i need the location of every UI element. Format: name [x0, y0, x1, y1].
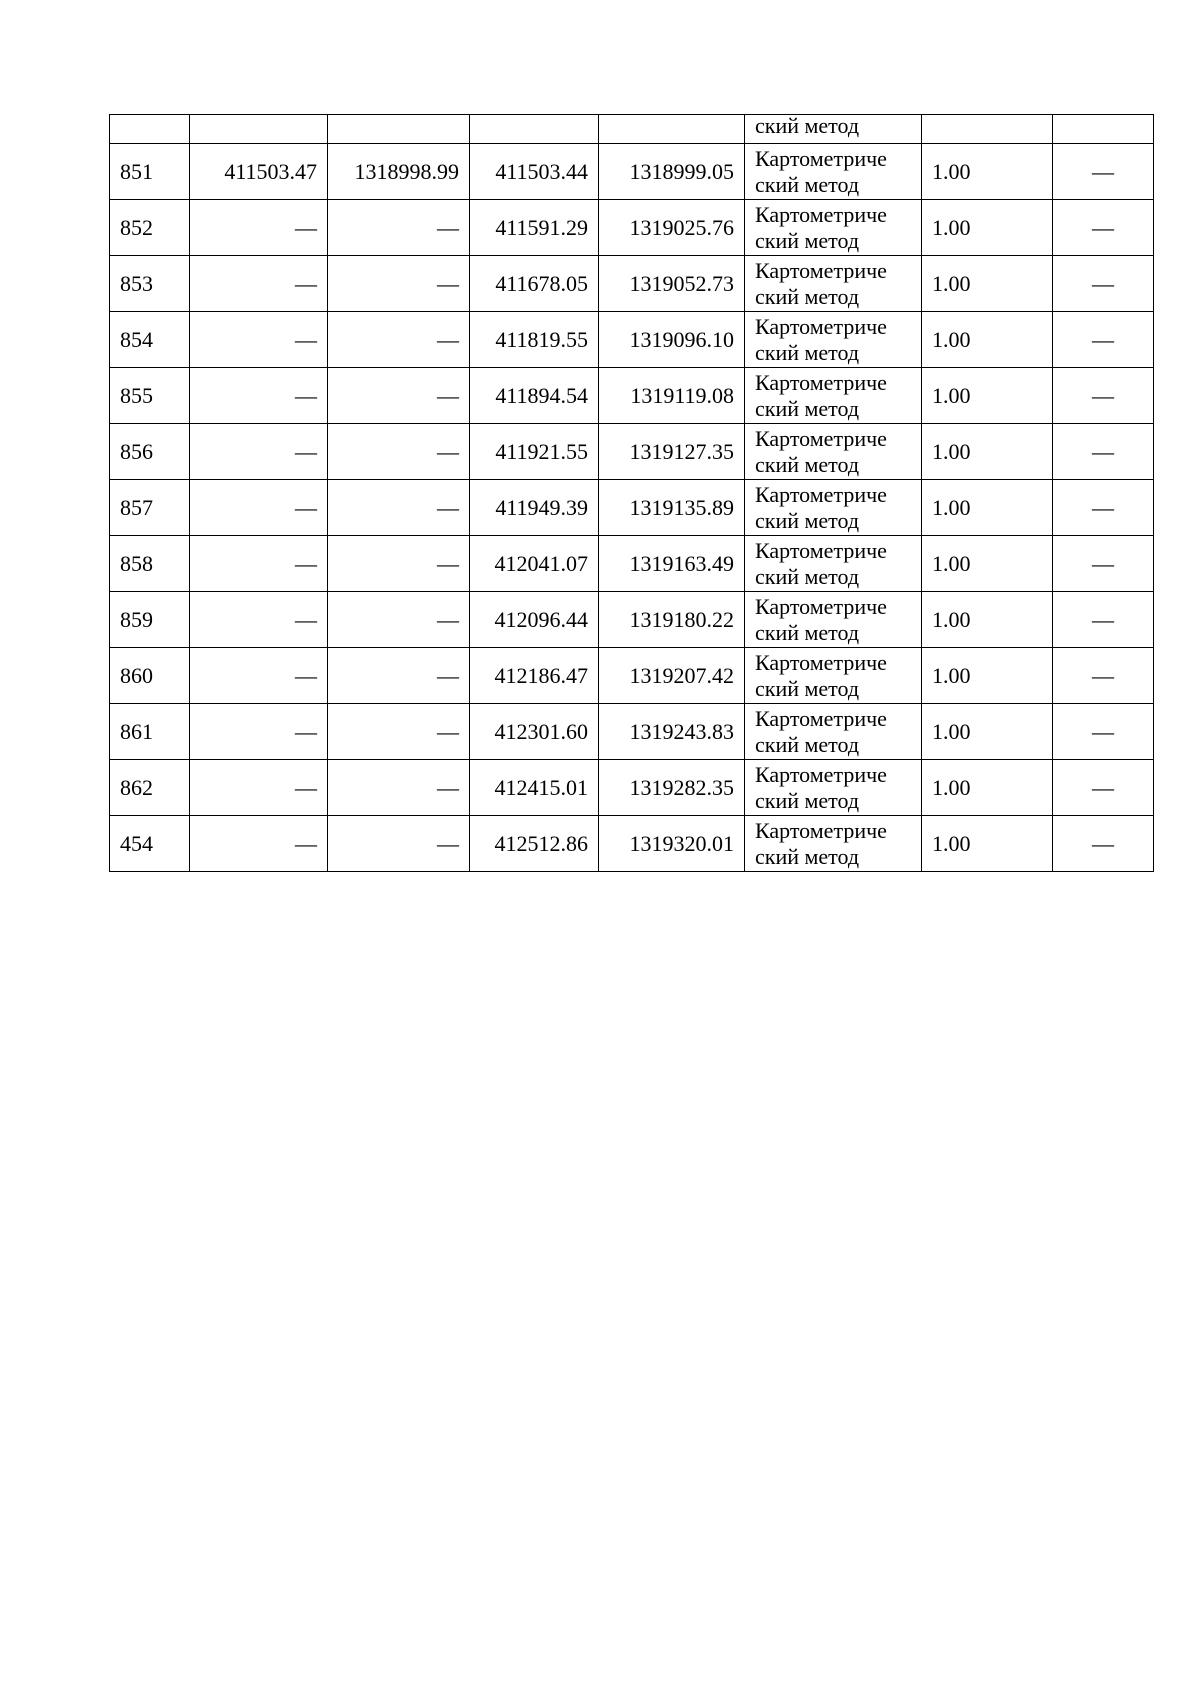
method-line-2: ский метод: [755, 731, 860, 757]
cell-method: [745, 256, 922, 312]
cell-accuracy: 1.00: [922, 536, 1053, 592]
method-line-1: Картометриче: [755, 817, 887, 843]
cell-x-old: —: [190, 424, 328, 480]
cell-x-new: 412186.47: [470, 648, 599, 704]
cell-method: [745, 480, 922, 536]
method-line-2: ский метод: [755, 619, 860, 645]
cell-note: —: [1053, 816, 1154, 872]
cell-y-new: 1319282.35: [599, 760, 745, 816]
cell-y-new: 1319135.89: [599, 480, 745, 536]
continuation-row: [110, 115, 1154, 144]
cell-y-old: —: [328, 648, 470, 704]
cell-empty: [110, 115, 190, 144]
cell-method: [745, 144, 922, 200]
cell-accuracy: 1.00: [922, 424, 1053, 480]
cell-accuracy: 1.00: [922, 200, 1053, 256]
cell-y-new: 1319243.83: [599, 704, 745, 760]
cell-empty: [1053, 115, 1154, 144]
method-line-1: Картометриче: [755, 761, 887, 787]
cell-accuracy: 1.00: [922, 704, 1053, 760]
cell-x-new: 412512.86: [470, 816, 599, 872]
table-row: [110, 200, 1154, 256]
method-line-2: ский метод: [755, 787, 860, 813]
cell-y-new: 1318999.05: [599, 144, 745, 200]
cell-accuracy: 1.00: [922, 760, 1053, 816]
table-row: [110, 312, 1154, 368]
cell-point-number: 859: [110, 592, 190, 648]
cell-method: [745, 704, 922, 760]
method-line-2: ский метод: [755, 563, 860, 589]
cell-note: —: [1053, 480, 1154, 536]
cell-accuracy: 1.00: [922, 368, 1053, 424]
cell-note: —: [1053, 536, 1154, 592]
table-row: [110, 256, 1154, 312]
cell-accuracy: 1.00: [922, 312, 1053, 368]
cell-y-new: 1319096.10: [599, 312, 745, 368]
cell-accuracy: 1.00: [922, 256, 1053, 312]
cell-y-old: —: [328, 424, 470, 480]
cell-empty: [599, 115, 745, 144]
cell-x-new: 411591.29: [470, 200, 599, 256]
cell-y-old: —: [328, 816, 470, 872]
cell-method-continuation: ский метод: [745, 115, 922, 144]
table-row: [110, 144, 1154, 200]
cell-method: [745, 368, 922, 424]
method-line-1: Картометриче: [755, 313, 887, 339]
cell-x-new: 412041.07: [470, 536, 599, 592]
cell-y-new: 1319119.08: [599, 368, 745, 424]
table-row: [110, 704, 1154, 760]
cell-empty: [190, 115, 328, 144]
cell-y-new: 1319180.22: [599, 592, 745, 648]
cell-y-old: —: [328, 592, 470, 648]
cell-point-number: 454: [110, 816, 190, 872]
method-line-2: ский метод: [755, 843, 860, 869]
cell-accuracy: 1.00: [922, 144, 1053, 200]
cell-x-old: —: [190, 480, 328, 536]
method-line-1: Картометриче: [755, 649, 887, 675]
cell-x-new: 412096.44: [470, 592, 599, 648]
table-row: [110, 816, 1154, 872]
cell-empty: [922, 115, 1053, 144]
cell-y-new: 1319163.49: [599, 536, 745, 592]
cell-x-old: —: [190, 256, 328, 312]
method-line-1: Картометриче: [755, 481, 887, 507]
cell-method: [745, 424, 922, 480]
table-body: [110, 115, 1154, 872]
method-line-2: ский метод: [755, 339, 860, 365]
cell-x-new: 411921.55: [470, 424, 599, 480]
table-row: [110, 760, 1154, 816]
cell-note: —: [1053, 368, 1154, 424]
table-row: [110, 424, 1154, 480]
cell-x-new: 412301.60: [470, 704, 599, 760]
cell-y-old: —: [328, 480, 470, 536]
coordinates-table: [109, 114, 1154, 872]
method-line-2: ский метод: [755, 171, 860, 197]
cell-point-number: 862: [110, 760, 190, 816]
cell-x-new: 411819.55: [470, 312, 599, 368]
method-line-1: Картометриче: [755, 593, 887, 619]
cell-method: [745, 200, 922, 256]
cell-note: —: [1053, 648, 1154, 704]
cell-point-number: 860: [110, 648, 190, 704]
cell-note: —: [1053, 760, 1154, 816]
cell-point-number: 854: [110, 312, 190, 368]
cell-y-old: —: [328, 704, 470, 760]
cell-x-old: —: [190, 704, 328, 760]
method-line-1: Картометриче: [755, 425, 887, 451]
cell-x-new: 411949.39: [470, 480, 599, 536]
cell-accuracy: 1.00: [922, 592, 1053, 648]
cell-x-new: 411503.44: [470, 144, 599, 200]
cell-x-old: —: [190, 760, 328, 816]
table-row: [110, 592, 1154, 648]
cell-y-new: 1319320.01: [599, 816, 745, 872]
cell-x-old: —: [190, 536, 328, 592]
cell-accuracy: 1.00: [922, 816, 1053, 872]
cell-x-new: 411678.05: [470, 256, 599, 312]
method-line-1: Картометриче: [755, 257, 887, 283]
cell-empty: [470, 115, 599, 144]
cell-x-old: —: [190, 648, 328, 704]
cell-x-new: 412415.01: [470, 760, 599, 816]
cell-point-number: 852: [110, 200, 190, 256]
cell-y-new: 1319052.73: [599, 256, 745, 312]
method-line-1: Картометриче: [755, 537, 887, 563]
cell-y-new: 1319127.35: [599, 424, 745, 480]
cell-method: [745, 312, 922, 368]
cell-x-old: 411503.47: [190, 144, 328, 200]
cell-note: —: [1053, 592, 1154, 648]
method-line-2: ский метод: [755, 451, 860, 477]
cell-x-old: —: [190, 312, 328, 368]
cell-x-new: 411894.54: [470, 368, 599, 424]
cell-x-old: —: [190, 592, 328, 648]
cell-method: [745, 648, 922, 704]
cell-accuracy: 1.00: [922, 648, 1053, 704]
cell-y-old: —: [328, 312, 470, 368]
cell-x-old: —: [190, 368, 328, 424]
table-row: [110, 536, 1154, 592]
cell-y-old: —: [328, 256, 470, 312]
cell-y-new: 1319207.42: [599, 648, 745, 704]
cell-point-number: 856: [110, 424, 190, 480]
method-line-2: ский метод: [755, 283, 860, 309]
cell-method: [745, 816, 922, 872]
cell-y-old: 1318998.99: [328, 144, 470, 200]
cell-note: —: [1053, 200, 1154, 256]
cell-empty: [328, 115, 470, 144]
cell-note: —: [1053, 144, 1154, 200]
cell-y-old: —: [328, 368, 470, 424]
method-line-1: Картометриче: [755, 369, 887, 395]
cell-point-number: 851: [110, 144, 190, 200]
cell-point-number: 858: [110, 536, 190, 592]
method-line-2: ский метод: [755, 507, 860, 533]
method-line-2: ский метод: [755, 227, 860, 253]
method-line-2: ский метод: [755, 675, 860, 701]
table-row: [110, 480, 1154, 536]
cell-y-old: —: [328, 200, 470, 256]
cell-method: [745, 536, 922, 592]
cell-method: [745, 592, 922, 648]
cell-point-number: 861: [110, 704, 190, 760]
table-row: [110, 648, 1154, 704]
table-row: [110, 368, 1154, 424]
method-line-1: Картометриче: [755, 145, 887, 171]
cell-note: —: [1053, 424, 1154, 480]
cell-point-number: 857: [110, 480, 190, 536]
method-line-1: Картометриче: [755, 201, 887, 227]
method-line-1: Картометриче: [755, 705, 887, 731]
cell-point-number: 853: [110, 256, 190, 312]
method-line-2: ский метод: [755, 395, 860, 421]
cell-x-old: —: [190, 816, 328, 872]
cell-y-old: —: [328, 760, 470, 816]
cell-note: —: [1053, 312, 1154, 368]
cell-note: —: [1053, 256, 1154, 312]
cell-note: —: [1053, 704, 1154, 760]
cell-method: [745, 760, 922, 816]
cell-accuracy: 1.00: [922, 480, 1053, 536]
cell-x-old: —: [190, 200, 328, 256]
cell-y-new: 1319025.76: [599, 200, 745, 256]
cell-point-number: 855: [110, 368, 190, 424]
cell-y-old: —: [328, 536, 470, 592]
